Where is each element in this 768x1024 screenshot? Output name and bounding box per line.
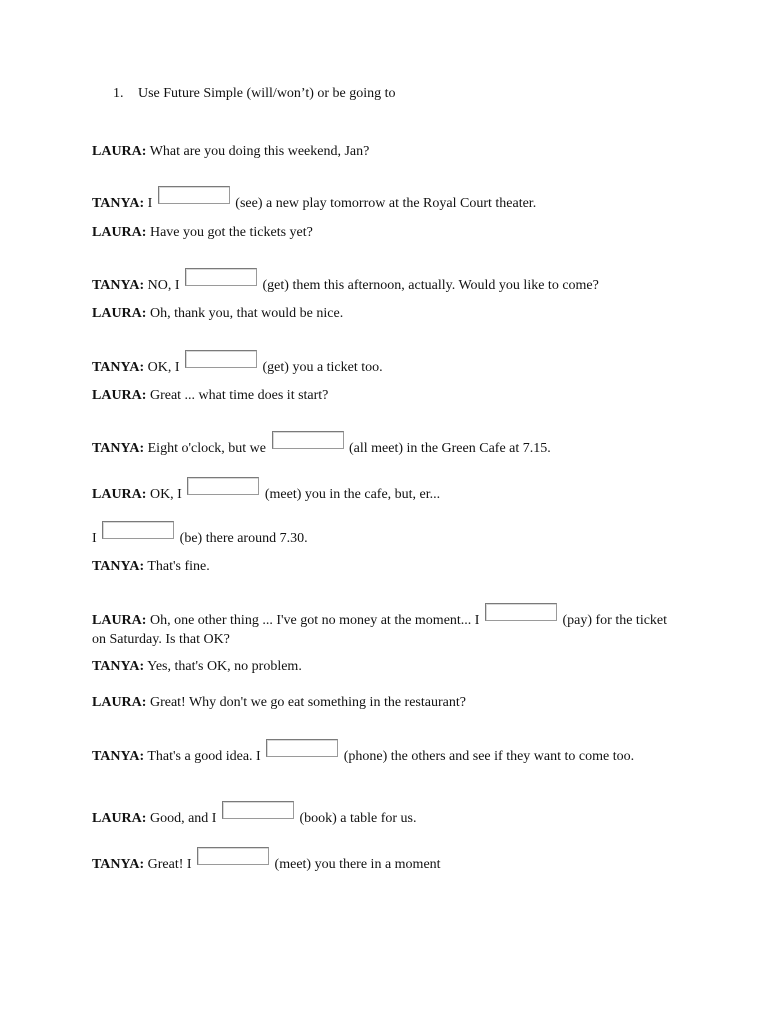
line-text-after: (book) a table for us. [295,811,417,826]
dialogue-line [92,477,672,504]
answer-field[interactable] [102,521,174,539]
speaker-name: TANYA: [92,360,145,375]
line-text-after: (get) them this afternoon, actually. Would you like to come? [259,278,599,293]
line-text-before: I [144,196,156,211]
line-text: Yes, that's OK, no problem. [144,659,302,674]
line-text-after: (all meet) in the Green Cafe at 7.15. [345,441,551,456]
speaker-name: LAURA: [92,487,147,502]
line-text: What are you doing this weekend, Jan? [146,144,370,159]
exercise-number: 1. [113,86,124,101]
exercise-instruction-text: Use Future Simple (will/won’t) or be going to [138,86,396,101]
dialogue-line [92,847,672,874]
dialogue-line [92,350,672,377]
dialogue-line [92,557,672,576]
line-text: Oh, thank you, that would be nice. [146,306,344,321]
speaker-name: TANYA: [92,857,145,872]
answer-field[interactable] [185,350,257,368]
speaker-name: LAURA: [92,811,147,826]
dialogue-line [92,304,672,323]
dialogue-line [92,431,672,458]
dialogue-line [92,223,672,242]
line-text-before: I [92,531,101,546]
answer-field[interactable] [185,268,257,286]
answer-field[interactable] [272,431,344,449]
speaker-name: TANYA: [92,278,145,293]
speaker-name: TANYA: [92,196,145,211]
answer-field[interactable] [222,801,294,819]
speaker-name: LAURA: [92,613,147,628]
line-text-after: (phone) the others and see if they want to come too. [340,749,635,764]
line-text: Great ... what time does it start? [146,388,329,403]
line-text-before: NO, I [144,278,184,293]
dialogue-line [92,186,672,213]
answer-field[interactable] [158,186,230,204]
line-text-after: (get) you a ticket too. [259,360,383,375]
speaker-name: TANYA: [92,749,145,764]
dialogue-line [92,268,672,295]
line-text-after: (pay) for the ticket on Saturday. Is that OK? [92,613,668,647]
line-text-before: Great! I [144,857,196,872]
answer-field[interactable] [485,603,557,621]
dialogue-line [92,603,672,649]
dialogue-line [92,693,672,712]
speaker-name: LAURA: [92,225,147,240]
line-text-before: Good, and I [146,811,220,826]
line-text-after: (see) a new play tomorrow at the Royal Court theater. [231,196,537,211]
line-text-before: Eight o'clock, but we [144,441,270,456]
answer-field[interactable] [266,739,338,757]
speaker-name: LAURA: [92,695,147,710]
dialogue-line [92,142,672,161]
speaker-name: TANYA: [92,559,145,574]
line-text-before: OK, I [144,360,184,375]
dialogue-line [92,801,672,828]
speaker-name: TANYA: [92,659,145,674]
line-text-before: OK, I [146,487,186,502]
line-text: That's fine. [144,559,210,574]
speaker-name: LAURA: [92,144,147,159]
dialogue-line [92,657,672,676]
exercise-instruction [113,86,396,102]
line-text-after: (meet) you there in a moment [271,857,441,872]
dialogue-line [92,521,672,548]
line-text-after: (be) there around 7.30. [176,531,308,546]
line-text-before: Oh, one other thing ... I've got no money at the moment... I [146,613,483,628]
answer-field[interactable] [187,477,259,495]
line-text-after: (meet) you in the cafe, but, er... [261,487,441,502]
speaker-name: LAURA: [92,388,147,403]
line-text: Great! Why don't we go eat something in the restaurant? [146,695,466,710]
answer-field[interactable] [197,847,269,865]
dialogue-line [92,739,672,766]
dialogue-line [92,386,672,405]
speaker-name: LAURA: [92,306,147,321]
line-text-before: That's a good idea. I [144,749,265,764]
speaker-name: TANYA: [92,441,145,456]
line-text: Have you got the tickets yet? [146,225,313,240]
